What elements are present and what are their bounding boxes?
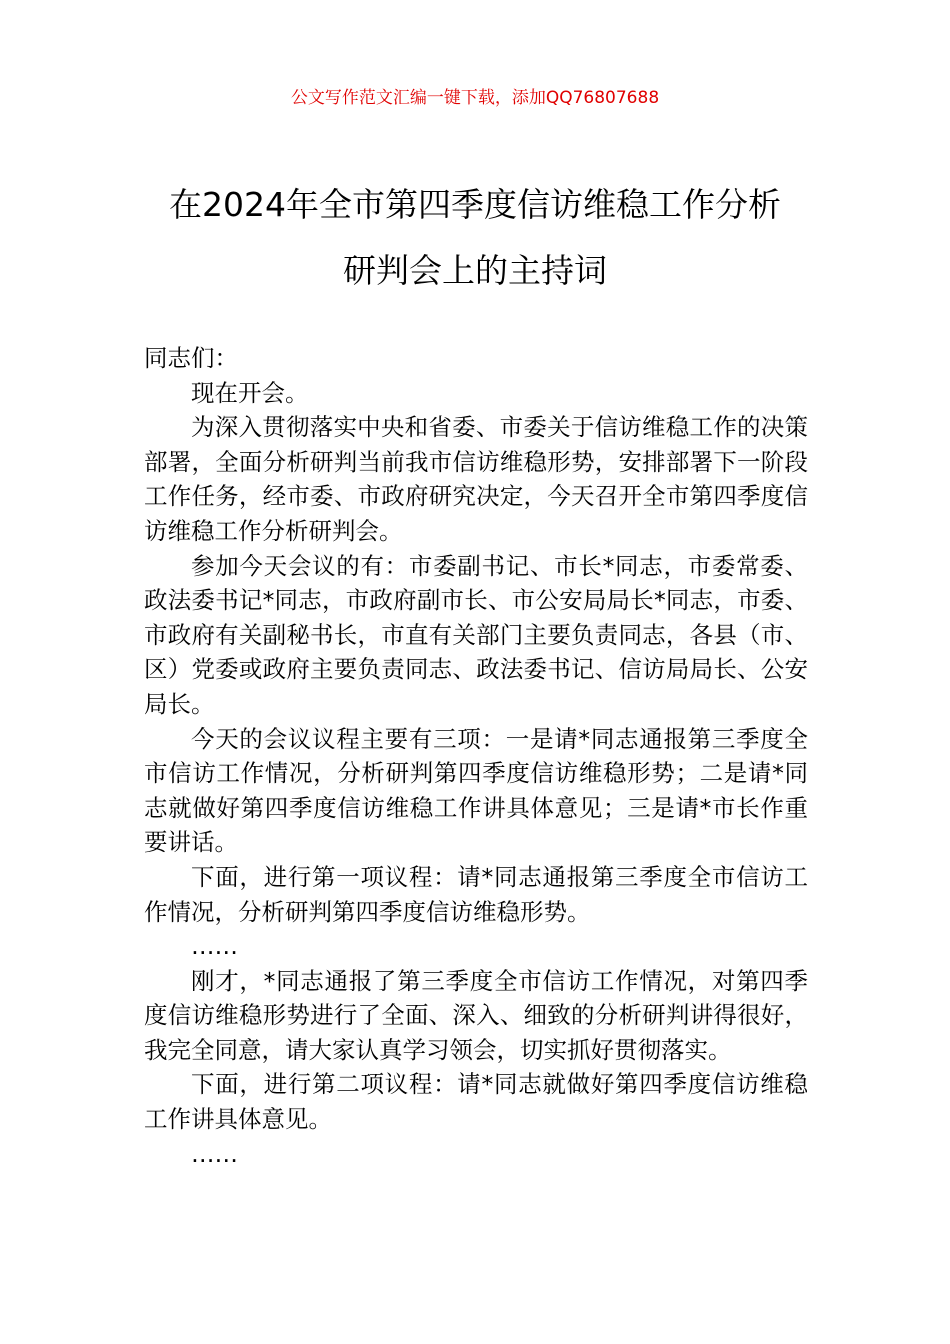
ellipsis-2: …… [191, 1139, 238, 1168]
salutation: 同志们： [144, 344, 238, 372]
document-title [100, 172, 850, 304]
paragraph-item-one: 下面，进行第一项议程：请*同志通报第三季度全市信访工作情况，分析研判第四季度信访维稳形势。 [144, 862, 808, 926]
download-notice: 公文写作范文汇编一键下载，添加QQ76807688 [290, 88, 660, 108]
paragraph-attendees: 参加今天会议的有：市委副书记、市长*同志，市委常委、政法委书记*同志，市政府副市长、市公安局局长*同志，市委、市政府有关副秘书长，市直有关部门主要负责同志，各县（市、区）党委或政府主要负责同志、政法委书记、信访局局长、公安局长。 [144, 551, 808, 718]
paragraph-opening: 现在开会。 [191, 378, 309, 407]
title-line-2: 研判会上的主持词 [343, 251, 607, 290]
paragraph-purpose: 为深入贯彻落实中央和省委、市委关于信访维稳工作的决策部署，全面分析研判当前我市信访维稳形势，安排部署下一阶段工作任务，经市委、市政府研究决定，今天召开全市第四季度信访维稳工作分析研判会。 [144, 413, 808, 545]
ellipsis-1: …… [191, 932, 238, 961]
paragraph-summary-one: 刚才，*同志通报了第三季度全市信访工作情况，对第四季度信访维稳形势进行了全面、深入、细致的分析研判讲得很好，我完全同意，请大家认真学习领会，切实抓好贯彻落实。 [144, 966, 808, 1064]
paragraph-item-two: 下面，进行第二项议程：请*同志就做好第四季度信访维稳工作讲具体意见。 [144, 1070, 808, 1134]
title-line-1: 在2024年全市第四季度信访维稳工作分析 [169, 185, 781, 224]
document-body [144, 341, 808, 1171]
paragraph-agenda: 今天的会议议程主要有三项：一是请*同志通报第三季度全市信访工作情况，分析研判第四季度信访维稳形势；二是请*同志就做好第四季度信访维稳工作讲具体意见；三是请*市长作重要讲话。 [144, 724, 808, 857]
